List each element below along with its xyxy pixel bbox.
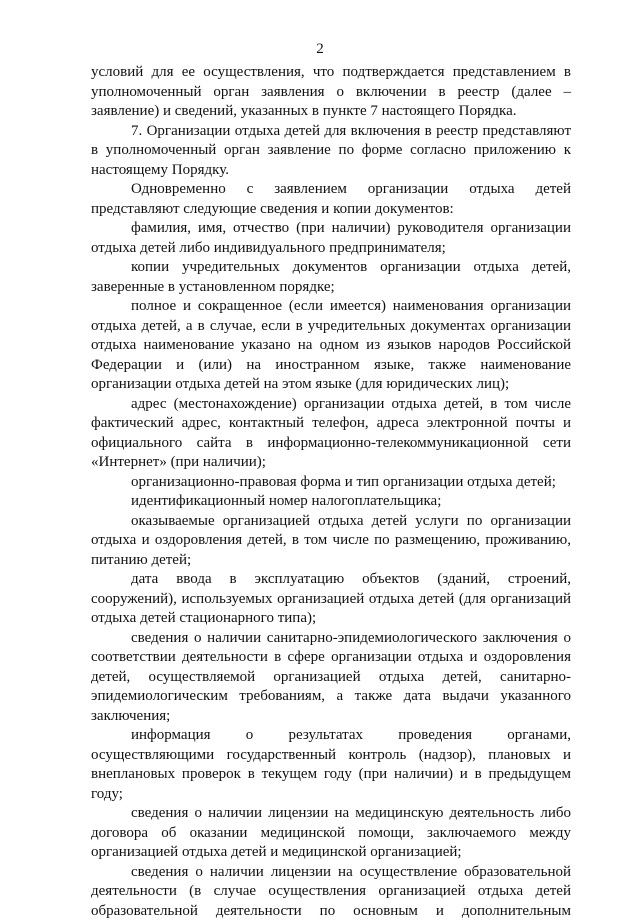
list-item-services: оказываемые организацией отдыха детей услуги по организации отдыха и оздоровления детей, в том числе по размещению, проживанию, питанию детей; xyxy=(91,512,571,571)
list-item-head-name: фамилия, имя, отчество (при наличии) руководителя организации отдыха детей либо индивидуального предпринимателя; xyxy=(91,219,571,258)
list-item-legal-form: организационно-правовая форма и тип организации отдыха детей; xyxy=(91,473,571,493)
paragraph-continuation: условий для ее осуществления, что подтверждается представлением в уполномоченный орган заявления о включении в реестр (далее – заявление) и сведений, указанных в пункте 7 настоящего Порядка. xyxy=(91,63,571,122)
list-item-medical-license: сведения о наличии лицензии на медицинскую деятельность либо договора об оказании медицинской помощи, заключаемого между организацией отдыха детей и медицинской организацией; xyxy=(91,804,571,863)
list-item-address-contacts: адрес (местонахождение) организации отдыха детей, в том числе фактический адрес, контактный телефон, адреса электронной почты и официального сайта в информационно-телекоммуникационной сети «Интернет» (при наличии); xyxy=(91,395,571,473)
list-item-inspection-results: информация о результатах проведения органами, осуществляющими государственный контроль (надзор), плановых и внеплановых проверок в текущем году (при наличии) и в предыдущем году; xyxy=(91,726,571,804)
list-item-education-license: сведения о наличии лицензии на осуществление образовательной деятельности (в случае осуществления организацией отдыха детей образовательной деятельности по основным и дополнительным xyxy=(91,863,571,921)
paragraph-item-7: 7. Организации отдыха детей для включения в реестр представляют в уполномоченный орган заявление по форме согласно приложению к настоящему Порядку. xyxy=(91,122,571,181)
paragraph-documents-intro: Одновременно с заявлением организации отдыха детей представляют следующие сведения и копии документов: xyxy=(91,180,571,219)
document-body xyxy=(91,63,571,921)
page-number: 2 xyxy=(0,40,640,58)
list-item-sanitary-conclusion: сведения о наличии санитарно-эпидемиологического заключения о соответствии деятельности в сфере организации отдыха и оздоровления детей, осуществляемой организацией отдыха детей, санитарно-эпидемиологическим требованиям, а также дата выдачи указанного заключения; xyxy=(91,629,571,727)
list-item-taxpayer-number: идентификационный номер налогоплательщика; xyxy=(91,492,571,512)
list-item-organization-name: полное и сокращенное (если имеется) наименования организации отдыха детей, а в случае, если в учредительных документах организации отдыха наименование указано на одном из языков народов Российской Федерации и (или) на иностранном языке, также наименование организации отдыха детей на этом языке (для юридических лиц); xyxy=(91,297,571,395)
list-item-commissioning-date: дата ввода в эксплуатацию объектов (зданий, строений, сооружений), используемых организацией отдыха детей (для организаций отдыха детей стационарного типа); xyxy=(91,570,571,629)
list-item-founding-documents: копии учредительных документов организации отдыха детей, заверенные в установленном порядке; xyxy=(91,258,571,297)
